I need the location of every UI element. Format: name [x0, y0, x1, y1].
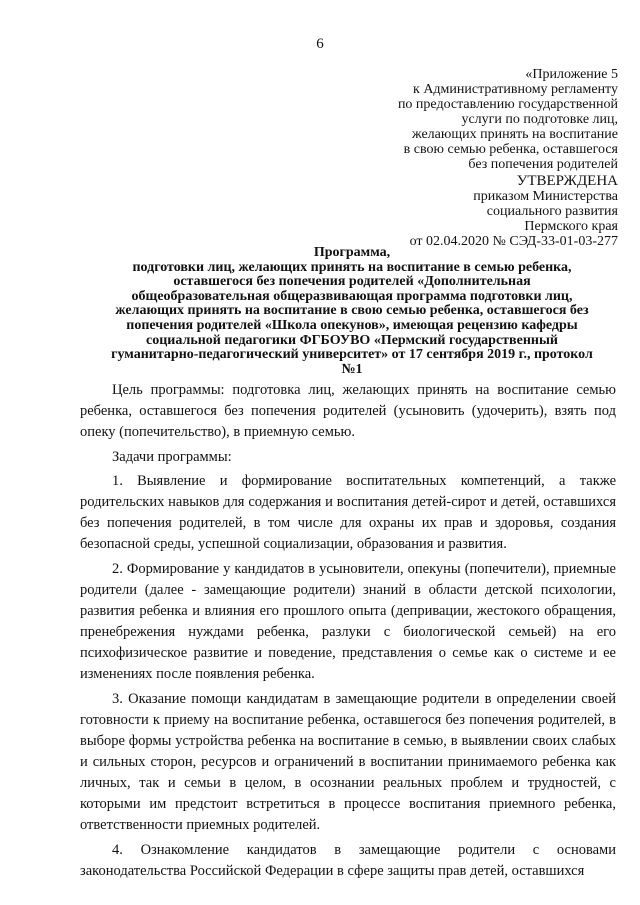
- title-line: социальной педагогики ФГБОУВО «Пермский государственный: [146, 332, 558, 348]
- approval-block: [298, 174, 618, 249]
- title-line: Программа,: [313, 245, 391, 260]
- approval-line: от 02.04.2020 № СЭД-33-01-03-277: [409, 234, 618, 249]
- appendix-line: по предоставлению государственной: [397, 97, 618, 112]
- title-line: гуманитарно-педагогический университет» от 17 сентября 2019 г., протокол: [111, 347, 593, 363]
- appendix-line: «Приложение 5: [525, 67, 618, 82]
- title-line: оставшегося без попечения родителей «Дополнительная: [173, 274, 531, 290]
- title-line: попечения родителей «Школа опекунов», имеющая рецензию кафедры: [126, 317, 578, 333]
- appendix-line: желающих принять на воспитание: [411, 127, 618, 142]
- task-item: 1. Выявление и формирование воспитательных компетенций, а также родительских навыков для содержания и воспитания детей-сирот и детей, оставшихся без попечения родителей, в том числе для охраны их прав и здоровья, создания безопасной среды, успешной социализации, образования и развития.: [80, 473, 616, 552]
- appendix-line: без попечения родителей: [468, 157, 618, 172]
- program-title: [72, 246, 632, 377]
- approval-line: Пермского края: [524, 219, 618, 234]
- approval-line: приказом Министерства: [473, 189, 618, 204]
- document-body: [80, 380, 616, 886]
- appendix-line: к Административному регламенту: [413, 82, 618, 97]
- page-number: 6: [316, 36, 324, 52]
- title-line: желающих принять на воспитание в свою семью ребенка, оставшегося без: [115, 303, 589, 319]
- approval-stamp: УТВЕРЖДЕНА: [516, 173, 618, 189]
- appendix-header: [298, 67, 618, 172]
- appendix-line: услуги по подготовке лиц,: [461, 112, 618, 127]
- task-item: 4. Ознакомление кандидатов в замещающие родители с основами законодательства Российской Федерации в сфере защиты прав детей, оставшихся: [80, 842, 616, 879]
- title-line: общеобразовательная общеразвивающая программа подготовки лиц,: [131, 288, 573, 304]
- title-line: подготовки лиц, желающих принять на воспитание в семью ребенка,: [132, 259, 572, 275]
- task-item: 2. Формирование у кандидатов в усыновители, опекуны (попечители), приемные родители (далее - замещающие родители) знаний в области детской психологии, развития ребенка и влияния его прошлого опыта (депривации, жестокого обращения, пренебрежения нуждами ребенка, разлуки с биологической семьей) на его психофизическое развитие и поведение, представления о семье как о системе и ее изменениях после появления ребенка.: [80, 561, 616, 682]
- title-line: №1: [341, 361, 363, 377]
- appendix-line: в свою семью ребенка, оставшегося: [403, 142, 618, 157]
- approval-line: социального развития: [486, 204, 618, 219]
- task-item: 3. Оказание помощи кандидатам в замещающие родители в определении своей готовности к приему на воспитание ребенка, оставшегося без попечения родителей, в выборе формы устройства ребенка на воспитание в семью, в выявлении своих слабых и сильных сторон, ресурсов и ограничений в воспитании принимаемого ребенка как личных, так и семьи в целом, в осознании реальных проблем и трудностей, с которыми им предстоит встретиться в процессе воспитания приемного ребенка, ответственности приемных родителей.: [80, 691, 616, 833]
- goal-paragraph: Цель программы: подготовка лиц, желающих принять на воспитание семью ребенка, оставшегося без попечения родителей (усыновить (удочерить), взять под опеку (попечительство), в приемную семью.: [80, 382, 616, 440]
- tasks-heading: Задачи программы:: [112, 449, 232, 465]
